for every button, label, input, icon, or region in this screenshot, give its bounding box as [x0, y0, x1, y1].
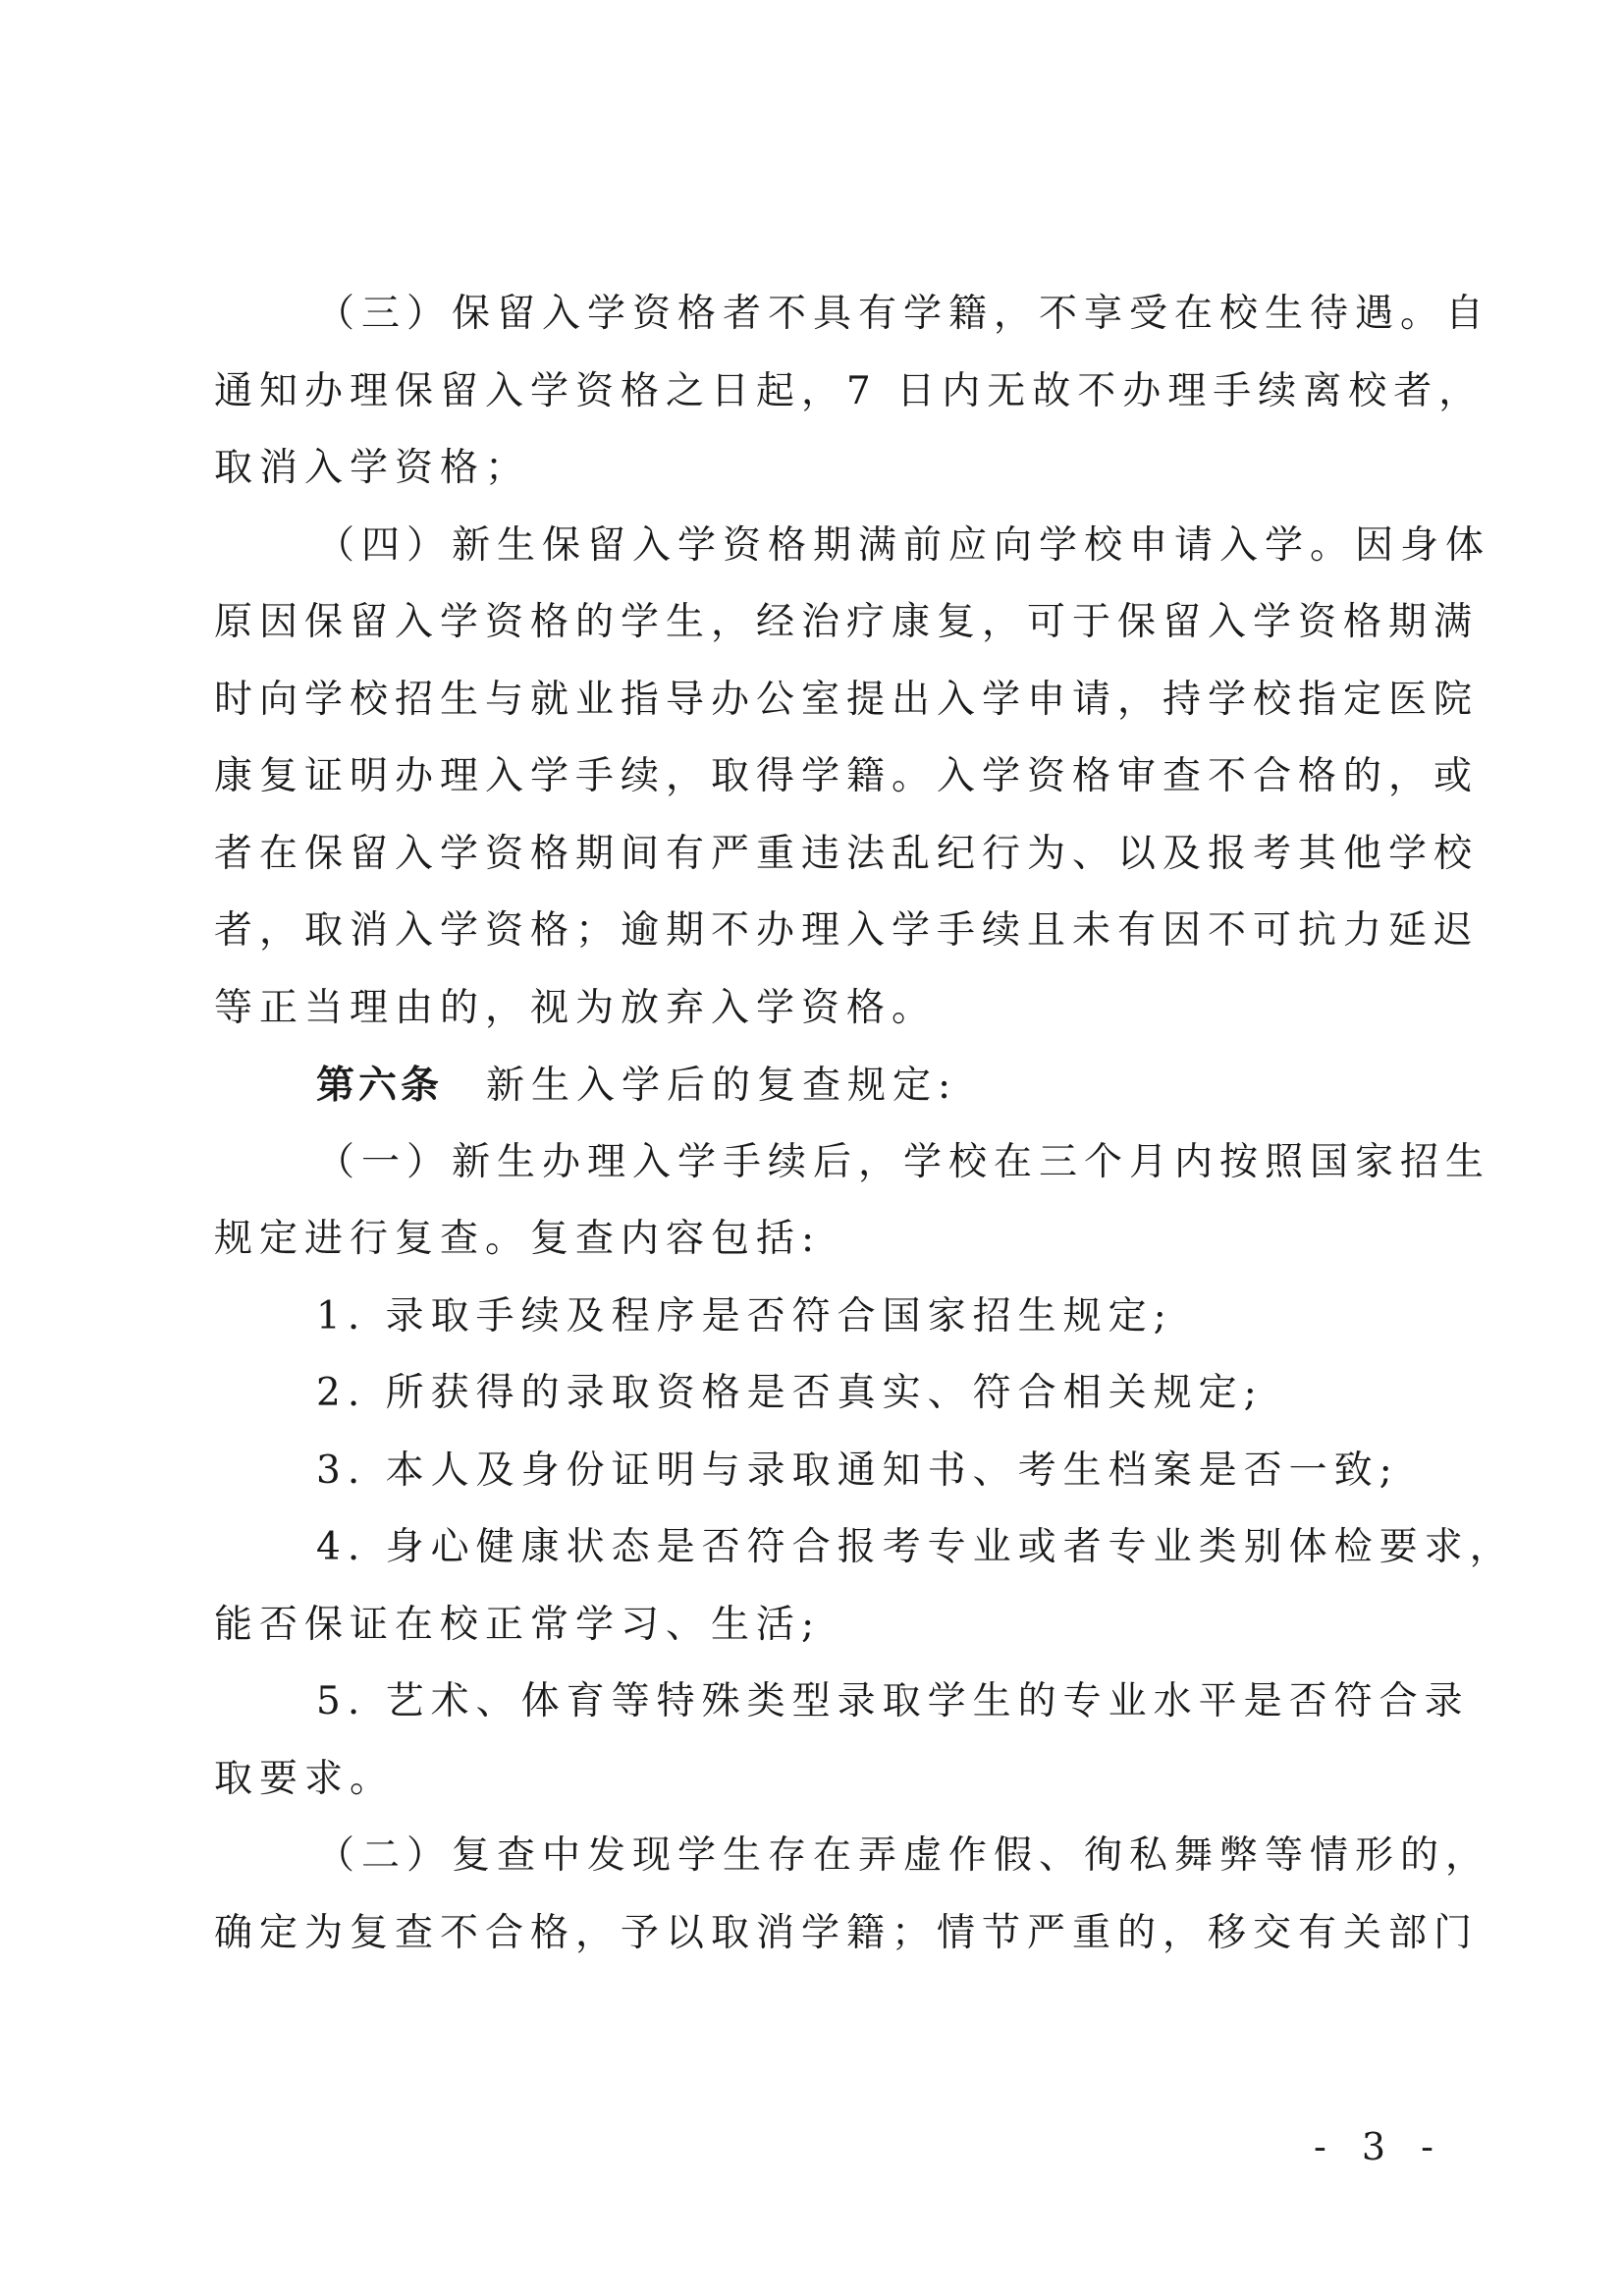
paragraph-3-line-2: 通知办理保留入学资格之日起，7 日内无故不办理手续离校者， [214, 369, 1485, 413]
article-title: 新生入学后的复查规定: [486, 1064, 958, 1108]
review-item-4-line-2: 能否保证在校正常学习、生活; [214, 1603, 822, 1647]
review-item-1: 1. 录取手续及程序是否符合国家招生规定; [316, 1294, 1173, 1339]
paragraph-4-line-6: 者，取消入学资格；逾期不办理入学手续且未有因不可抗力延迟 [214, 908, 1480, 953]
review-item-2: 2. 所获得的录取资格是否真实、符合相关规定; [316, 1371, 1264, 1415]
article-heading [0, 1062, 1622, 1110]
review-intro-line-2: 规定进行复查。复查内容包括: [214, 1217, 822, 1261]
review-second-line-2: 确定为复查不合格，予以取消学籍；情节严重的，移交有关部门 [214, 1911, 1480, 1955]
review-item-5-line-1: 5. 艺术、体育等特殊类型录取学生的专业水平是否符合录 [316, 1679, 1470, 1723]
paragraph-4-line-1: （四）新生保留入学资格期满前应向学校申请入学。因身体 [316, 523, 1491, 568]
review-item-4-line-1: 4. 身心健康状态是否符合报考专业或者专业类别体检要求， [316, 1525, 1515, 1569]
paragraph-3-line-3: 取消入学资格； [214, 446, 531, 490]
review-second-line-1: （二）复查中发现学生存在弄虚作假、徇私舞弊等情形的， [316, 1833, 1491, 1878]
article-label: 第六条 [316, 1063, 444, 1108]
paragraph-4-line-2: 原因保留入学资格的学生，经治疗康复，可于保留入学资格期满 [214, 600, 1480, 644]
review-intro-line-1: （一）新生办理入学手续后，学校在三个月内按照国家招生 [316, 1140, 1491, 1184]
paragraph-4-line-3: 时向学校招生与就业指导办公室提出入学申请，持学校指定医院 [214, 678, 1480, 722]
paragraph-4-line-7: 等正当理由的，视为放弃入学资格。 [214, 986, 938, 1030]
paragraph-4-line-4: 康复证明办理入学手续，取得学籍。入学资格审查不合格的，或 [214, 754, 1480, 798]
review-item-3: 3. 本人及身份证明与录取通知书、考生档案是否一致; [316, 1449, 1399, 1493]
paragraph-3-line-1: （三）保留入学资格者不具有学籍，不享受在校生待遇。自 [316, 292, 1491, 336]
review-item-5-line-2: 取要求。 [214, 1757, 396, 1801]
paragraph-4-line-5: 者在保留入学资格期间有严重违法乱纪行为、以及报考其他学校 [214, 832, 1480, 876]
page-number: - 3 - [1314, 2125, 1446, 2168]
